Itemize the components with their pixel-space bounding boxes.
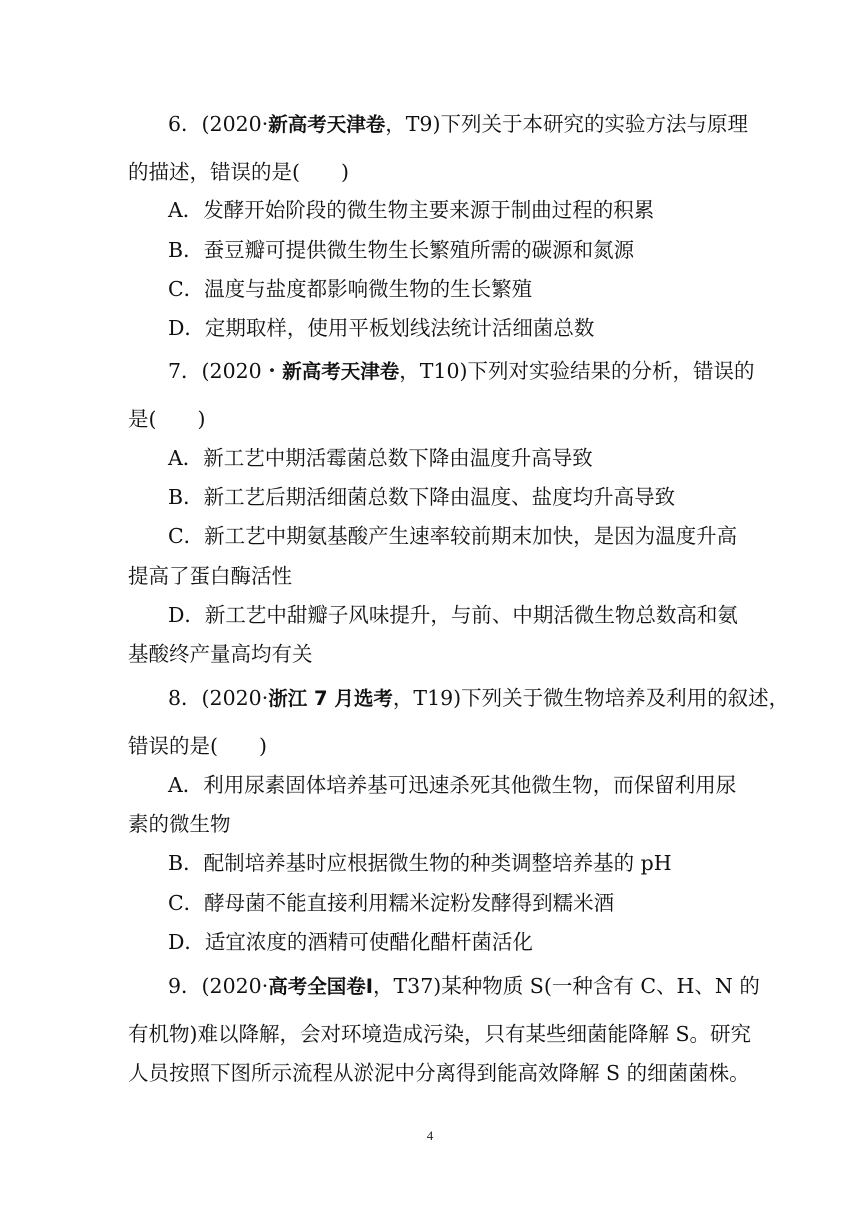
exam-source: 浙江 7 月选考 <box>268 687 393 710</box>
exam-source: 新高考天津卷 <box>268 113 386 136</box>
question-7-option-a: A．新工艺中期活霉菌总数下降由温度升高导致 <box>168 446 593 470</box>
page-number: 4 <box>426 1128 434 1143</box>
question-7-option-b: B．新工艺后期活细菌总数下降由温度、盐度均升高导致 <box>168 485 676 509</box>
question-6-continuation: 的描述，错误的是( ) <box>128 160 349 184</box>
question-text: ，T19)下列关于微生物培养及利用的叙述， <box>392 686 790 710</box>
exam-source: 高考全国卷Ⅰ <box>268 975 373 998</box>
question-text: ，T9)下列关于本研究的实验方法与原理 <box>385 112 748 136</box>
question-8-option-a-continuation: 素的微生物 <box>128 812 231 836</box>
question-7-option-c-continuation: 提高了蛋白酶活性 <box>128 564 292 588</box>
exam-source: 新高考天津卷 <box>282 360 400 383</box>
question-7-option-d: D．新工艺中甜瓣子风味提升，与前、中期活微生物总数高和氨 <box>168 603 738 627</box>
question-number: 7．(2020・ <box>168 359 283 383</box>
question-8-continuation: 错误的是( ) <box>128 734 267 758</box>
question-6-option-a: A．发酵开始阶段的微生物主要来源于制曲过程的积累 <box>168 198 655 222</box>
question-8-option-b: B．配制培养基时应根据微生物的种类调整培养基的 pH <box>168 851 672 875</box>
question-8-option-a: A．利用尿素固体培养基可迅速杀死其他微生物，而保留利用尿 <box>168 773 737 797</box>
question-9-stem <box>168 972 760 1001</box>
question-number: 8．(2020· <box>168 686 269 710</box>
question-7-stem <box>168 357 755 386</box>
question-text: ，T37)某种物质 S(一种含有 C、H、N 的 <box>373 974 760 998</box>
question-9-continuation-2: 人员按照下图所示流程从淤泥中分离得到能高效降解 S 的细菌菌株。 <box>128 1061 750 1085</box>
question-8-option-c: C．酵母菌不能直接利用糯米淀粉发酵得到糯米酒 <box>168 891 615 915</box>
question-7-option-c: C．新工艺中期氨基酸产生速率较前期末加快，是因为温度升高 <box>168 524 738 548</box>
question-text: ，T10)下列对实验结果的分析，错误的 <box>399 359 755 383</box>
question-8-option-d: D．适宜浓度的酒精可使醋化醋杆菌活化 <box>168 930 533 954</box>
question-number: 9．(2020· <box>168 974 269 998</box>
question-6-stem <box>168 110 748 139</box>
question-6-option-b: B．蚕豆瓣可提供微生物生长繁殖所需的碳源和氮源 <box>168 238 635 262</box>
question-6-option-c: C．温度与盐度都影响微生物的生长繁殖 <box>168 277 533 301</box>
question-7-option-d-continuation: 基酸终产量高均有关 <box>128 642 313 666</box>
question-6-option-d: D．定期取样，使用平板划线法统计活细菌总数 <box>168 316 595 340</box>
question-9-continuation: 有机物)难以降解，会对环境造成污染，只有某些细菌能降解 S。研究 <box>128 1022 752 1046</box>
question-number: 6．(2020· <box>168 112 269 136</box>
question-8-stem <box>168 684 789 713</box>
question-7-continuation: 是( ) <box>128 407 206 431</box>
